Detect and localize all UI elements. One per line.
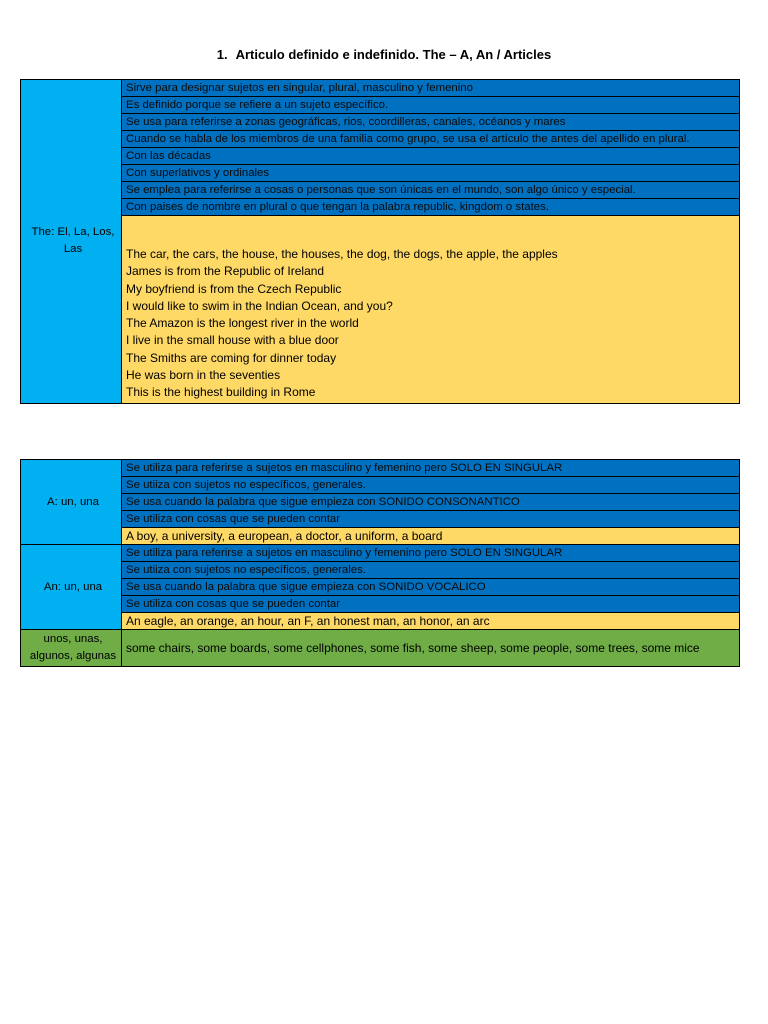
title-number: 1. <box>216 47 228 62</box>
the-rule: Cuando se habla de los miembros de una familia como grupo, se usa el artículo the antes del apellido en plural. <box>122 131 740 148</box>
some-label: unos, unas, algunos, algunas <box>21 630 122 667</box>
document-title <box>0 47 768 62</box>
the-rule: Sirve para designar sujetos en singular, plural, masculino y femenino <box>122 80 740 97</box>
table-row <box>21 216 740 404</box>
table-row <box>21 477 740 494</box>
example-line: The Amazon is the longest river in the world <box>126 316 359 331</box>
a-example: A boy, a university, a european, a doctor, a uniform, a board <box>122 528 740 545</box>
an-rule: Se usa cuando la palabra que sigue empieza con SONIDO VOCALICO <box>122 579 740 596</box>
table-row <box>21 596 740 613</box>
table-row <box>21 131 740 148</box>
example-line: This is the highest building in Rome <box>126 385 316 400</box>
the-rule: Con superlativos y ordinales <box>122 165 740 182</box>
table-row <box>21 579 740 596</box>
the-examples <box>122 216 740 404</box>
table-row <box>21 148 740 165</box>
table-row <box>21 460 740 477</box>
a-rule: Se utiiza con sujetos no específicos, generales. <box>122 477 740 494</box>
table-row <box>21 630 740 667</box>
table-row <box>21 199 740 216</box>
table-row <box>21 511 740 528</box>
table-row <box>21 80 740 97</box>
table-row <box>21 562 740 579</box>
example-line: The Smiths are coming for dinner today <box>126 350 337 365</box>
example-line: I would like to swim in the Indian Ocean, and you? <box>126 298 393 313</box>
table-row <box>21 97 740 114</box>
the-rule: Con las décadas <box>122 148 740 165</box>
the-rule: Se emplea para referirse a cosas o personas que son únicas en el mundo, son algo único y especial. <box>122 182 740 199</box>
a-label: A: un, una <box>21 460 122 545</box>
table-row <box>21 165 740 182</box>
indefinite-article-table <box>20 459 740 667</box>
the-rule: Es definido porque se refiere a un sujeto específico. <box>122 97 740 114</box>
title-text: Articulo definido e indefinido. The – A, An / Articles <box>235 47 552 62</box>
example-line: My boyfriend is from the Czech Republic <box>126 281 342 296</box>
example-line: I live in the small house with a blue door <box>126 333 339 348</box>
table-row <box>21 545 740 562</box>
the-rule: Con paises de nombre en plural o que tengan la palabra republic, kingdom o states. <box>122 199 740 216</box>
the-label: The: El, La, Los, Las <box>21 80 122 404</box>
table-row <box>21 494 740 511</box>
table-row <box>21 528 740 545</box>
the-rule: Se usa para referirse a zonas geográficas, rios, coordilleras, canales, océanos y mares <box>122 114 740 131</box>
example-line: James is from the Republic of Ireland <box>126 264 325 279</box>
table-row <box>21 613 740 630</box>
example-line: The car, the cars, the house, the houses, the dog, the dogs, the apple, the apples <box>126 247 558 261</box>
example-line: He was born in the seventies <box>126 368 281 383</box>
a-rule: Se utiliza para referirse a sujetos en masculino y femenino pero SOLO EN SINGULAR <box>122 460 740 477</box>
an-example: An eagle, an orange, an hour, an F, an honest man, an honor, an arc <box>122 613 740 630</box>
an-rule: Se utiliza con cosas que se pueden contar <box>122 596 740 613</box>
an-rule: Se utiliza para referirse a sujetos en masculino y femenino pero SOLO EN SINGULAR <box>122 545 740 562</box>
an-rule: Se utiiza con sujetos no específicos, generales. <box>122 562 740 579</box>
some-example: some chairs, some boards, some cellphones, some fish, some sheep, some people, some trees, some mice <box>122 630 740 667</box>
an-label: An: un, una <box>21 545 122 630</box>
a-rule: Se usa cuando la palabra que sigue empieza con SONIDO CONSONANTICO <box>122 494 740 511</box>
the-article-table <box>20 79 740 404</box>
table-row <box>21 114 740 131</box>
a-rule: Se utiliza con cosas que se pueden contar <box>122 511 740 528</box>
table-row <box>21 182 740 199</box>
